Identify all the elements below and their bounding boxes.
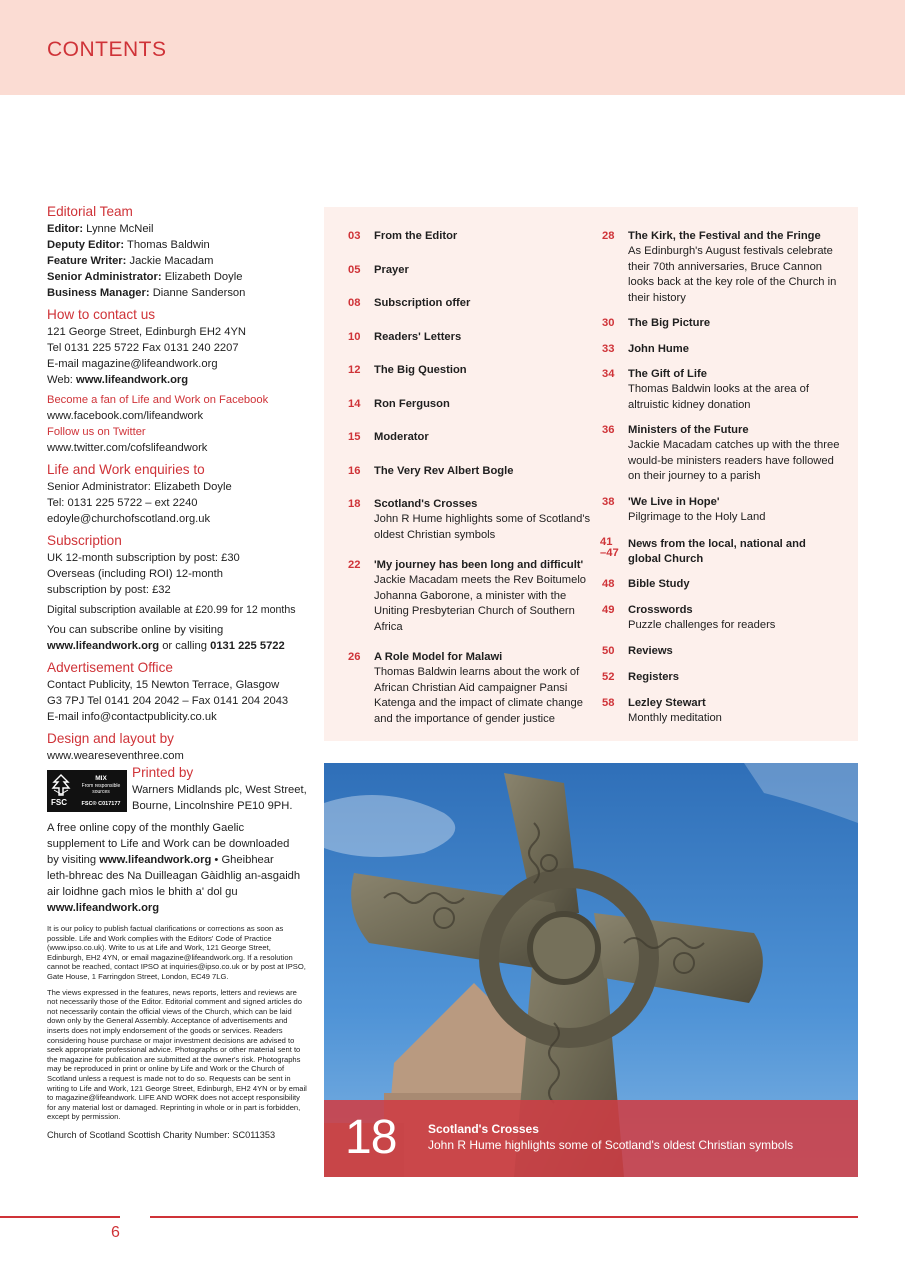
toc-title: Moderator bbox=[374, 431, 429, 443]
toc-text bbox=[628, 423, 840, 485]
toc-text bbox=[374, 558, 596, 635]
toc-description: Jackie Macadam meets the Rev Boitumelo Johanna Gaborone, a minister with the Uniting Presbyterian Church of Southern Africa bbox=[374, 574, 587, 633]
toc-title: Prayer bbox=[374, 264, 409, 276]
toc-page-number: 12 bbox=[348, 364, 361, 376]
twitter-link[interactable]: www.twitter.com/cofslifeandwork bbox=[47, 442, 208, 454]
toc-page-number: 41 –47 bbox=[600, 536, 619, 559]
enquiries-name: Senior Administrator: Elizabeth Doyle bbox=[47, 481, 232, 493]
page-number: 6 bbox=[111, 1224, 120, 1241]
toc-text bbox=[374, 464, 596, 479]
toc-title: Subscription offer bbox=[374, 297, 471, 309]
toc-title: 'My journey has been long and difficult' bbox=[374, 559, 584, 571]
charity-number: Church of Scotland Scottish Charity Number: SC011353 bbox=[47, 1129, 276, 1140]
toc-description: Pilgrimage to the Holy Land bbox=[628, 511, 766, 524]
subscription-overseas-1: Overseas (including ROI) 12-month bbox=[47, 568, 223, 580]
feature-caption[interactable] bbox=[324, 1100, 858, 1177]
header-band bbox=[0, 0, 905, 95]
fsc-tree-icon bbox=[50, 773, 72, 799]
toc-page-number: 18 bbox=[348, 498, 361, 510]
toc-title: Lezley Stewart bbox=[628, 697, 706, 709]
toc-title: Registers bbox=[628, 671, 679, 683]
contents-list bbox=[324, 207, 858, 741]
gaelic-note bbox=[47, 820, 309, 916]
toc-description: Thomas Baldwin learns about the work of African Christian Aid campaigner Pansi Katenga and the impact of climate change and the importance of gender justice bbox=[374, 666, 583, 725]
toc-title: News from the local, national and global Church bbox=[628, 538, 806, 566]
feature-title: Scotland's Crosses bbox=[428, 1122, 539, 1136]
toc-title: The Gift of Life bbox=[628, 368, 707, 380]
toc-description: As Edinburgh's August festivals celebrate their 70th anniversaries, Bruce Cannon looks back at the key role of the Church in their history bbox=[628, 245, 837, 304]
subscription-digital: Digital subscription available at £20.99 for 12 months bbox=[47, 604, 296, 616]
toc-text bbox=[374, 650, 596, 727]
contact-email[interactable]: E-mail magazine@lifeandwork.org bbox=[47, 358, 218, 370]
toc-title: The Big Picture bbox=[628, 317, 711, 329]
toc-page-number: 03 bbox=[348, 230, 361, 242]
senior-admin-row: Senior Administrator: Elizabeth Doyle bbox=[47, 271, 243, 283]
toc-title: The Big Question bbox=[374, 364, 467, 376]
printer-block bbox=[47, 765, 309, 818]
footer-rule-left bbox=[0, 1216, 120, 1218]
toc-text bbox=[374, 296, 596, 311]
toc-page-number: 48 bbox=[602, 578, 615, 590]
advert-heading: Advertisement Office bbox=[47, 660, 173, 675]
design-url[interactable]: www.weareseventhree.com bbox=[47, 750, 184, 762]
contact-web: Web: www.lifeandwork.org bbox=[47, 374, 189, 386]
contact-heading: How to contact us bbox=[47, 307, 156, 322]
gaelic-line-6 bbox=[47, 900, 309, 916]
toc-description: Jackie Macadam catches up with the three would-be ministers readers have followed on their journey to a parish bbox=[628, 439, 840, 483]
footer-rule-right bbox=[150, 1216, 858, 1218]
toc-page-number: 05 bbox=[348, 264, 361, 276]
toc-text bbox=[628, 495, 840, 526]
facebook-link[interactable]: www.facebook.com/lifeandwork bbox=[47, 410, 204, 422]
toc-title: From the Editor bbox=[374, 230, 458, 242]
toc-description: John R Hume highlights some of Scotland's oldest Christian symbols bbox=[374, 513, 591, 541]
toc-text bbox=[628, 316, 840, 331]
gaelic-line-1: A free online copy of the monthly Gaelic bbox=[47, 822, 245, 834]
printer-info bbox=[132, 764, 312, 814]
gaelic-line-2: supplement to Life and Work can be downloaded bbox=[47, 838, 290, 850]
toc-text bbox=[374, 497, 596, 543]
toc-title: Bible Study bbox=[628, 578, 690, 590]
toc-page-number: 26 bbox=[348, 651, 361, 663]
toc-text bbox=[628, 670, 840, 685]
toc-page-number: 22 bbox=[348, 559, 361, 571]
twitter-label: Follow us on Twitter bbox=[47, 426, 146, 438]
toc-text bbox=[374, 363, 596, 378]
gaelic-link-2[interactable]: www.lifeandwork.org bbox=[47, 902, 160, 914]
toc-title: Scotland's Crosses bbox=[374, 498, 478, 510]
toc-text bbox=[628, 603, 840, 634]
toc-description: Puzzle challenges for readers bbox=[628, 619, 776, 632]
business-manager-row: Business Manager: Dianne Sanderson bbox=[47, 287, 246, 299]
toc-title: Ministers of the Future bbox=[628, 424, 749, 436]
subscription-heading: Subscription bbox=[47, 533, 122, 548]
subscription-uk: UK 12-month subscription by post: £30 bbox=[47, 552, 240, 564]
toc-text bbox=[628, 577, 840, 592]
toc-page-number: 52 bbox=[602, 671, 615, 683]
masthead-column bbox=[47, 203, 309, 1143]
toc-page-number: 10 bbox=[348, 331, 361, 343]
subscription-online: You can subscribe online by visiting bbox=[47, 624, 224, 636]
feature-page-number: 18 bbox=[345, 1111, 397, 1164]
toc-text bbox=[628, 342, 840, 357]
toc-text bbox=[628, 367, 840, 413]
fsc-sources: From responsible sources bbox=[81, 783, 121, 795]
fsc-mix: MIX bbox=[95, 775, 107, 782]
contact-address: 121 George Street, Edinburgh EH2 4YN bbox=[47, 326, 247, 338]
toc-text bbox=[374, 430, 596, 445]
toc-title: 'We Live in Hope' bbox=[628, 496, 720, 508]
fsc-logo bbox=[47, 770, 127, 812]
toc-text bbox=[628, 229, 840, 306]
toc-page-number: 50 bbox=[602, 645, 615, 657]
design-heading: Design and layout by bbox=[47, 731, 174, 746]
subscription-overseas-2: subscription by post: £32 bbox=[47, 584, 171, 596]
editor-row: Editor: Lynne McNeil bbox=[47, 223, 154, 235]
toc-page-number: 49 bbox=[602, 604, 615, 616]
web-link[interactable]: www.lifeandwork.org bbox=[76, 374, 189, 386]
corrections-policy: It is our policy to publish factual clarifications or corrections as soon as possible. Life and Work complies with the Editors' Code of Practice (www.ipso.co.uk). Write to us at Life and Work, 121 George Street, Edinburgh, EH2 4YN, or email magazine@lifeandwork.org. If a resolution cannot be reached, contact IPSO at inquiries@ipso.co.uk or by post at IPSO, Gate House, 1 Farringdon Street, London, EC49 7LG. bbox=[47, 924, 306, 981]
toc-page-number: 30 bbox=[602, 317, 615, 329]
feature-writer-row: Feature Writer: Jackie Macadam bbox=[47, 255, 214, 267]
fsc-code: FSC® C017177 bbox=[81, 801, 121, 807]
facebook-label: Become a fan of Life and Work on Facebook bbox=[47, 394, 269, 406]
enquiries-heading: Life and Work enquiries to bbox=[47, 462, 205, 477]
gaelic-line-4: leth-bhreac des Na Duilleagan Gàidhlig an-asgaidh bbox=[47, 870, 301, 882]
toc-text bbox=[374, 330, 596, 345]
toc-description: Thomas Baldwin looks at the area of altruistic kidney donation bbox=[628, 383, 809, 411]
printer-line-1: Warners Midlands plc, West Street, bbox=[132, 784, 307, 796]
editorial-heading: Editorial Team bbox=[47, 204, 133, 219]
toc-page-number: 34 bbox=[602, 368, 615, 380]
gaelic-line-3: by visiting www.lifeandwork.org • Gheibhear bbox=[47, 854, 274, 866]
subscribe-link[interactable]: www.lifeandwork.org bbox=[47, 640, 160, 652]
toc-page-number: 38 bbox=[602, 496, 615, 508]
subscription-online-2: www.lifeandwork.org or calling 0131 225 5722 bbox=[47, 640, 285, 652]
printed-heading: Printed by bbox=[132, 765, 194, 780]
enquiries-email[interactable]: edoyle@churchofscotland.org.uk bbox=[47, 513, 211, 525]
toc-page-number: 28 bbox=[602, 230, 615, 242]
toc-page-number: 08 bbox=[348, 297, 361, 309]
gaelic-line-5: air loidhne gach mìos le bhith a' dol gu bbox=[47, 886, 238, 898]
enquiries-tel: Tel: 0131 225 5722 – ext 2240 bbox=[47, 497, 198, 509]
feature-subtitle: John R Hume highlights some of Scotland's oldest Christian symbols bbox=[428, 1138, 794, 1152]
printer-line-2: Bourne, Lincolnshire PE10 9PH. bbox=[132, 800, 293, 812]
toc-page-number: 14 bbox=[348, 398, 361, 410]
deputy-editor-row: Deputy Editor: Thomas Baldwin bbox=[47, 239, 210, 251]
feature-photo[interactable] bbox=[324, 763, 858, 1177]
toc-page-number: 15 bbox=[348, 431, 361, 443]
toc-text bbox=[628, 644, 840, 659]
toc-text bbox=[374, 229, 596, 244]
toc-text bbox=[628, 696, 840, 727]
advert-line-3[interactable]: E-mail info@contactpublicity.co.uk bbox=[47, 711, 217, 723]
advert-line-2: G3 7PJ Tel 0141 204 2042 – Fax 0141 204 2043 bbox=[47, 695, 289, 707]
toc-title: The Kirk, the Festival and the Fringe bbox=[628, 230, 821, 242]
contact-tel: Tel 0131 225 5722 Fax 0131 240 2207 bbox=[47, 342, 239, 354]
toc-title: John Hume bbox=[628, 343, 689, 355]
toc-title: Crosswords bbox=[628, 604, 693, 616]
page-title: CONTENTS bbox=[47, 38, 167, 61]
toc-page-number: 33 bbox=[602, 343, 615, 355]
toc-text bbox=[374, 263, 596, 278]
toc-text bbox=[374, 397, 596, 412]
gaelic-link[interactable]: www.lifeandwork.org bbox=[99, 854, 212, 866]
toc-page-number: 36 bbox=[602, 424, 615, 436]
toc-page-number: 16 bbox=[348, 465, 361, 477]
views-disclaimer: The views expressed in the features, news reports, letters and reviews are not necessarily those of the Editor. Editorial comment and signed articles do not necessarily contain the official views of the Church, which can be laid down only by the General Assembly. Acceptance of advertisements and inserts does not imply endorsement of the goods or services. Readers considering house purchase or major investment decisions are advised to seek appropriate professional advice. Photographs or other material sent to the magazine for publication are submitted at the owner's risk. Photographs may be reproduced in print or online by Life and Work or the Church of Scotland unless a request is made not to do so. Requests can be sent in writing to Life and Work, 121 George Street, Edinburgh, EH2 4YN or by email to magazine@lifeandwork. LIFE AND WORK does not accept responsibility for any material lost or damaged. Reprinting in whole or in part is forbidden, except by permission. bbox=[47, 987, 307, 1122]
toc-page-number: 58 bbox=[602, 697, 615, 709]
advert-line-1: Contact Publicity, 15 Newton Terrace, Glasgow bbox=[47, 679, 280, 691]
toc-title: Ron Ferguson bbox=[374, 398, 450, 410]
toc-title: The Very Rev Albert Bogle bbox=[374, 465, 514, 477]
fsc-name: FSC bbox=[51, 798, 67, 807]
toc-description: Monthly meditation bbox=[628, 712, 722, 725]
toc-text bbox=[628, 537, 840, 568]
toc-title: Readers' Letters bbox=[374, 331, 462, 343]
toc-title: Reviews bbox=[628, 645, 673, 657]
toc-title: A Role Model for Malawi bbox=[374, 651, 503, 663]
subscribe-phone: 0131 225 5722 bbox=[210, 640, 285, 652]
